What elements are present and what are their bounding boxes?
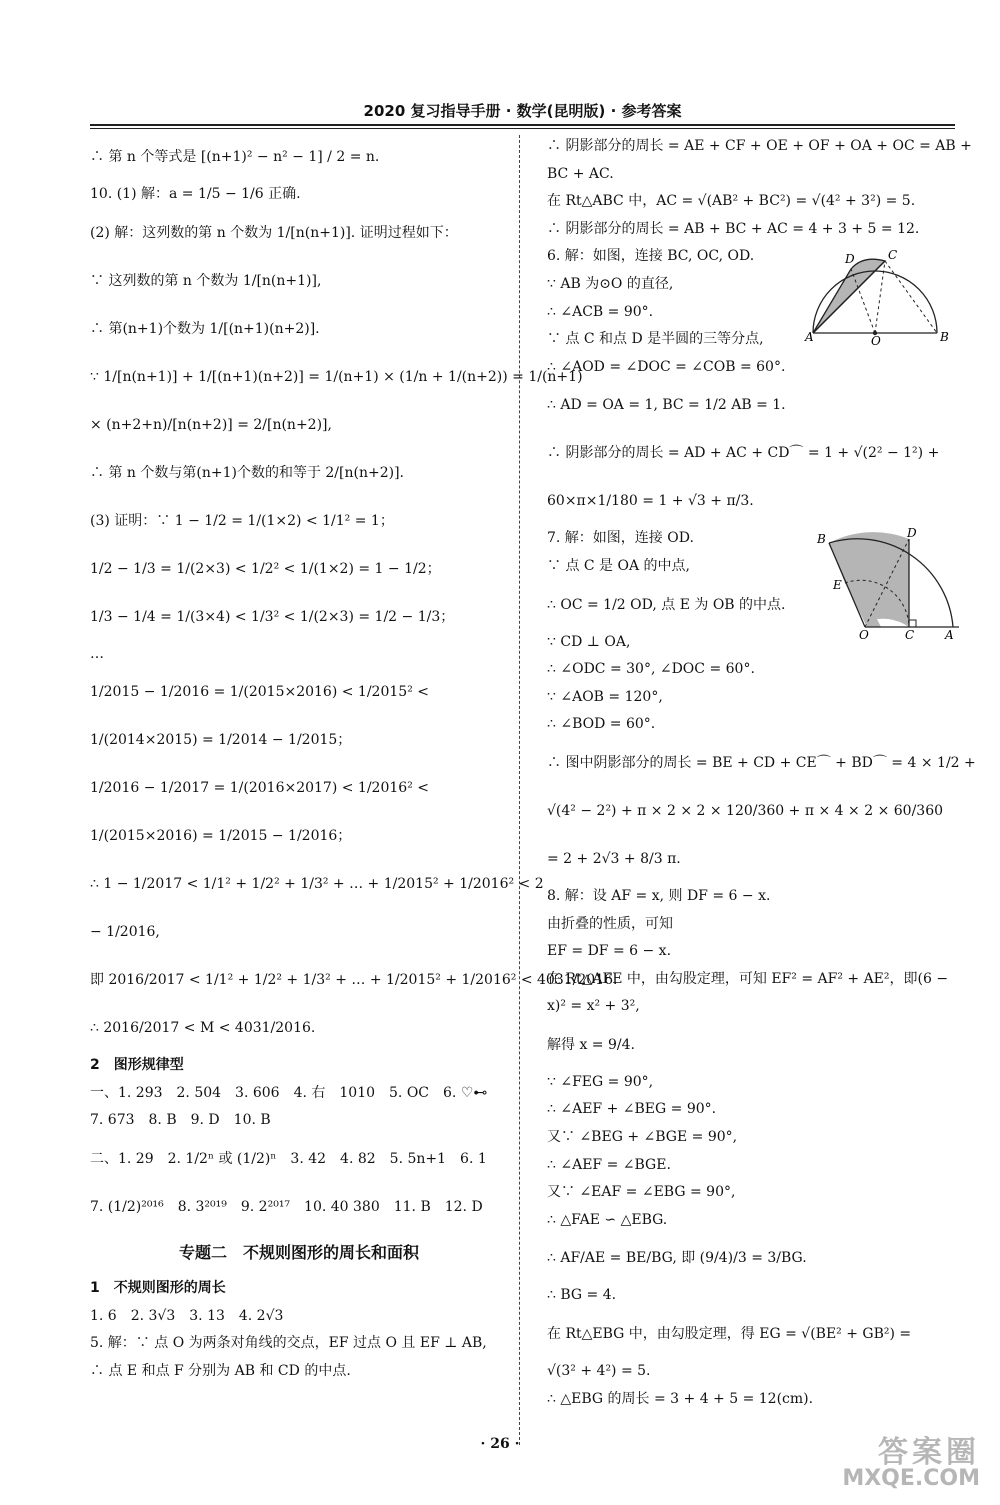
text-line: 又∵ ∠BEG + ∠BGE = 90°, [547, 1129, 738, 1146]
text-line: ∴ 阴影部分的周长 = AE + CF + OE + OF + OA + OC = AB + [547, 138, 972, 154]
text-line: ∴ ∠BOD = 60°. [547, 716, 656, 733]
section-heading: 1 不规则图形的周长 [90, 1279, 226, 1296]
text-line: BC + AC. [547, 165, 614, 182]
figure-label: O [871, 334, 881, 349]
text-line: ∴ 第 n 个数与第(n+1)个数的和等于 2/[n(n+2)]. [90, 464, 404, 481]
text-line: (2) 解：这列数的第 n 个数为 1/[n(n+1)]. 证明过程如下： [90, 224, 458, 241]
text-line: 1/2015 − 1/2016 = 1/(2015×2016) < 1/2015² < [90, 684, 429, 701]
text-line: 10. (1) 解：a = 1/5 − 1/6 正确. [90, 186, 301, 202]
text-line: ∵ CD ⊥ OA, [547, 633, 631, 650]
text-line: ∴ 阴影部分的周长 = AD + AC + CD⌒ = 1 + √(2² − 1²) + [547, 445, 940, 462]
text-line: ∴ ∠ODC = 30°, ∠DOC = 60°. [547, 661, 755, 678]
figure-label: B [940, 330, 949, 345]
text-line: ∴ 2016/2017 < M < 4031/2016. [90, 1020, 316, 1037]
text-line: 在 Rt△EBG 中，由勾股定理，得 EG = √(BE² + GB²) = [547, 1326, 912, 1343]
text-line: √(3² + 4²) = 5. [547, 1363, 651, 1380]
figure-label: O [859, 628, 869, 643]
text-line: 60×π×1/180 = 1 + √3 + π/3. [547, 493, 754, 510]
text-line: 1/(2014×2015) = 1/2014 − 1/2015； [90, 732, 352, 749]
text-line: ∴ ∠AEF = ∠BGE. [547, 1156, 671, 1173]
figure-label: D [845, 252, 855, 267]
chord-bc [885, 261, 937, 333]
text-line: ∴ ∠ACB = 90°. [547, 303, 654, 320]
text-line: 7. 解：如图，连接 OD. [547, 530, 694, 547]
text-line: 1/(2015×2016) = 1/2015 − 1/2016； [90, 828, 352, 845]
text-line: … [90, 645, 104, 662]
text-line: ∴ 1 − 1/2017 < 1/1² + 1/2² + 1/3² + … + 1/2015² + 1/2016² < 2 [90, 876, 544, 893]
page-number: · 26 · [480, 1436, 520, 1452]
text-line: ∴ △EBG 的周长 = 3 + 4 + 5 = 12(cm). [547, 1390, 814, 1407]
text-line: 在 Rt△ABC 中，AC = √(AB² + BC²) = √(4² + 3²) = 5. [547, 193, 916, 210]
text-line: ∴ 图中阴影部分的周长 = BE + CD + CE⌒ + BD⌒ = 4 × 1/2 + [547, 754, 976, 771]
text-line: 1/2 − 1/3 = 1/(2×3) < 1/2² < 1/(1×2) = 1 − 1/2； [90, 560, 441, 577]
text-line: 由折叠的性质，可知 [547, 915, 673, 932]
watermark-text: 答案圈 [878, 1435, 980, 1470]
text-line: ∴ ∠AOD = ∠DOC = ∠COB = 60°. [547, 358, 786, 375]
text-line: ∵ 1/[n(n+1)] + 1/[(n+1)(n+2)] = 1/(n+1) × (1/n + 1/(n+2)) = 1/(n+1) [90, 368, 583, 385]
text-line: EF = DF = 6 − x. [547, 943, 672, 960]
answer-line: 1. 6 2. 3√3 3. 13 4. 2√3 [90, 1307, 284, 1324]
header-rule [90, 124, 955, 126]
text-line: × (n+2+n)/[n(n+2)] = 2/[n(n+2)], [90, 416, 332, 433]
text-line: 1/2016 − 1/2017 = 1/(2016×2017) < 1/2016² < [90, 780, 429, 797]
topic-title: 专题二 不规则图形的周长和面积 [178, 1242, 419, 1262]
text-line: ∴ AF/AE = BE/BG, 即 (9/4)/3 = 3/BG. [547, 1250, 807, 1267]
text-line: √(4² − 2²) + π × 2 × 2 × 120/360 + π × 4 × 2 × 60/360 [547, 802, 944, 819]
text-line: ∵ AB 为⊙O 的直径, [547, 275, 674, 292]
text-line: ∵ ∠FEG = 90°, [547, 1073, 654, 1090]
text-line: ∵ ∠AOB = 120°, [547, 688, 663, 705]
text-line: 解得 x = 9/4. [547, 1036, 635, 1053]
answer-line: 二、1. 29 2. 1/2ⁿ 或 (1/2)ⁿ 3. 42 4. 82 5. 5n+1 6. 1 [90, 1150, 487, 1167]
watermark-url: MXQE.COM [842, 1466, 980, 1491]
text-line: ∴ ∠AEF + ∠BEG = 90°. [547, 1101, 717, 1118]
text-line: 即 2016/2017 < 1/1² + 1/2² + 1/3² + … + 1/2015² + 1/2016² < 4031/2016. [90, 972, 618, 989]
column-divider [519, 135, 520, 1445]
watermark-logo [800, 1435, 980, 1500]
text-line: ∴ BG = 4. [547, 1287, 617, 1304]
figure-label: A [945, 628, 954, 643]
figure-label: C [905, 628, 915, 643]
text-line: ∵ 点 C 是 OA 的中点, [547, 557, 691, 574]
sector-figure [805, 526, 955, 643]
answer-line: 7. (1/2)²⁰¹⁶ 8. 3²⁰¹⁹ 9. 2²⁰¹⁷ 10. 40 380 11. B 12. D [90, 1198, 483, 1215]
text-line: ∴ AD = OA = 1, BC = 1/2 AB = 1. [547, 397, 786, 414]
answer-line: 一、1. 293 2. 504 3. 606 4. 右 1010 5. OC 6. ♡⊷ [90, 1084, 488, 1101]
figure-label: E [833, 578, 842, 593]
text-line: x)² = x² + 3², [547, 998, 640, 1015]
text-line: ∵ 这列数的第 n 个数为 1/[n(n+1)], [90, 272, 322, 289]
right-column [547, 133, 976, 1413]
text-line: 8. 解：设 AF = x, 则 DF = 6 − x. [547, 887, 771, 904]
right-angle-mark [909, 620, 916, 627]
text-line: ∴ OC = 1/2 OD, 点 E 为 OB 的中点. [547, 596, 786, 613]
text-line: − 1/2016, [90, 924, 160, 941]
text-line: ∴ 第 n 个等式是 [(n+1)² − n² − 1] / 2 = n. [90, 149, 380, 165]
text-line: 在 Rt△AFE 中，由勾股定理，可知 EF² = AF² + AE²，即(6 − [547, 970, 949, 987]
text-line: = 2 + 2√3 + 8/3 π. [547, 850, 681, 867]
text-line: ∴ 第(n+1)个数为 1/[(n+1)(n+2)]. [90, 320, 320, 337]
text-line: ∴ △FAE ∽ △EBG. [547, 1211, 668, 1228]
figure-label: D [907, 526, 917, 541]
text-line: ∴ 阴影部分的周长 = AB + BC + AC = 4 + 3 + 5 = 12. [547, 220, 920, 237]
text-line: (3) 证明：∵ 1 − 1/2 = 1/(1×2) < 1/1² = 1； [90, 512, 394, 529]
figure-label: A [805, 330, 814, 345]
header-rule-thin [90, 128, 955, 129]
answer-line: 7. 673 8. B 9. D 10. B [90, 1112, 271, 1129]
text-line: 1/3 − 1/4 = 1/(3×4) < 1/3² < 1/(2×3) = 1/2 − 1/3； [90, 608, 455, 625]
text-line: 又∵ ∠EAF = ∠EBG = 90°, [547, 1184, 736, 1201]
figure-label: B [817, 532, 826, 547]
text-line: 6. 解：如图，连接 BC, OC, OD. [547, 248, 755, 265]
text-line: ∴ 点 E 和点 F 分别为 AB 和 CD 的中点. [90, 1362, 351, 1379]
running-header: 2020 复习指导手册 · 数学(昆明版) · 参考答案 [363, 102, 682, 120]
figure-label: C [888, 248, 898, 263]
text-line: 5. 解：∵ 点 O 为两条对角线的交点，EF 过点 O 且 EF ⊥ AB, [90, 1335, 487, 1352]
text-line: ∵ 点 C 和点 D 是半圆的三等分点, [547, 331, 764, 348]
semicircle-figure [805, 245, 955, 349]
section-heading: 2 图形规律型 [90, 1057, 184, 1074]
